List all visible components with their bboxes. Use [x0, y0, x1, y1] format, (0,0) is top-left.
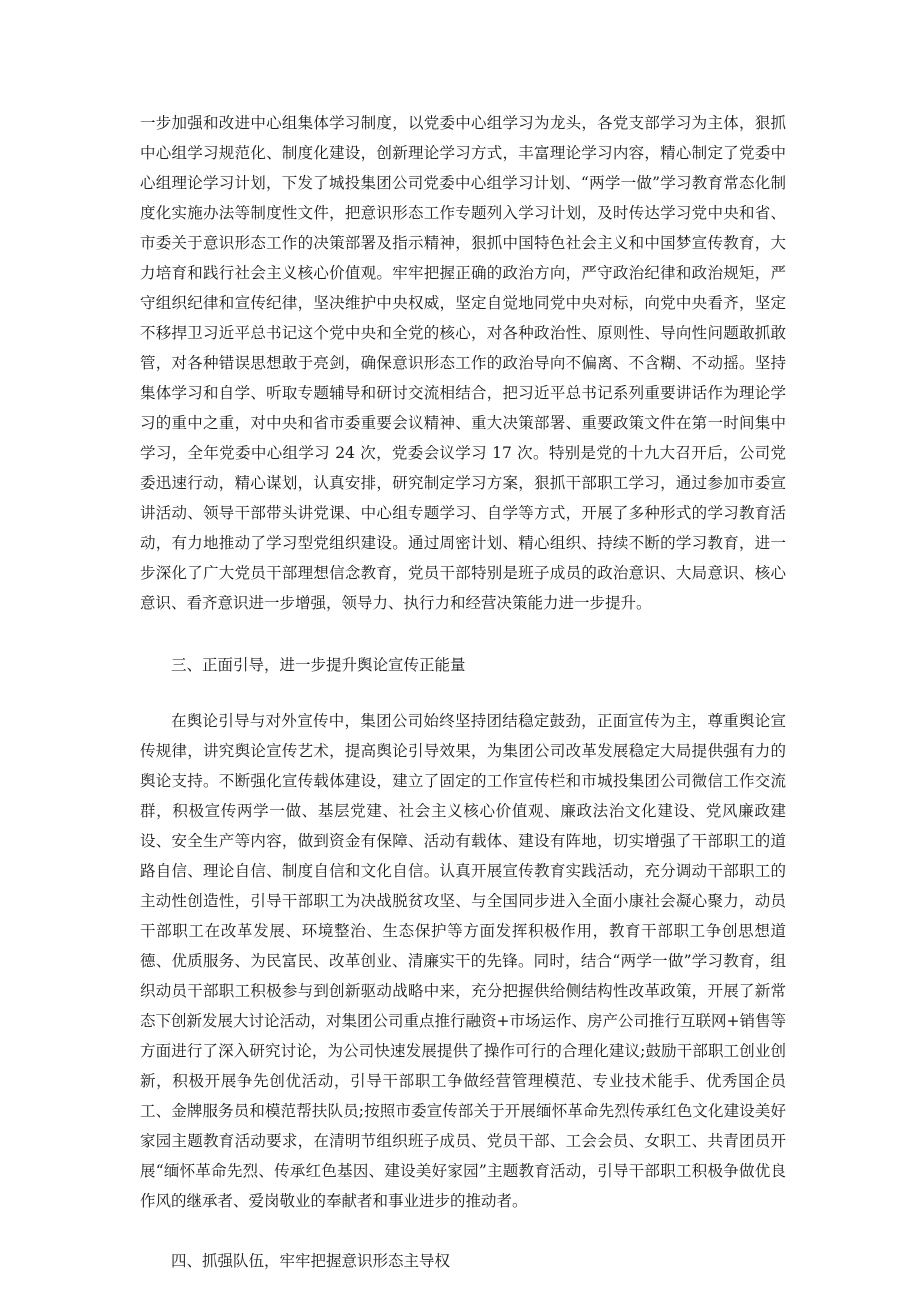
body-paragraph-1: 一步加强和改进中心组集体学习制度，以党委中心组学习为龙头，各党支部学习为主体，狠抓中心组学习规范化、制度化建设，创新理论学习方式，丰富理论学习内容，精心制定了党委中心组理论学习计划，下发了城投集团公司党委中心组学习计划、“两学一做”学习教育常态化制度化实施办法等制度性文件，把意识形态工作专题列入学习计划，及时传达学习党中央和省、市委关于意识形态工作的决策部署及指示精神，狠抓中国特色社会主义和中国梦宣传教育，大力培育和践行社会主义核心价值观。牢牢把握正确的政治方向，严守政治纪律和政治规矩，严守组织纪律和宣传纪律，坚决维护中央权威，坚定自觉地同党中央对标，向党中央看齐，坚定不移捍卫习近平总书记这个党中央和全党的核心，对各种政治性、原则性、导向性问题敢抓敢管，对各种错误思想敢于亮剑，确保意识形态工作的政治导向不偏离、不含糊、不动摇。坚持集体学习和自学、听取专题辅导和研讨交流相结合，把习近平总书记系列重要讲话作为理论学习的重中之重，对中央和省市委重要会议精神、重大决策部署、重要政策文件在第一时间集中学习，全年党委中心组学习 24 次，党委会议学习 17 次。特别是党的十九大召开后，公司党委迅速行动，精心谋划，认真安排，研究制定学习方案，狠抓干部职工学习，通过参加市委宣讲活动、领导干部带头讲党课、中心组专题学习、自学等方式，开展了多种形式的学习教育活动，有力地推动了学习型党组织建设。通过周密计划、精心组织、持续不断的学习教育，进一步深化了广大党员干部理想信念教育，党员干部特别是班子成员的政治意识、大局意识、核心意识、看齐意识进一步增强，领导力、执行力和经营决策能力进一步提升。	[140, 114, 786, 612]
section-heading-4: 四、抓强队伍，牢牢把握意识形态主导权	[171, 1252, 451, 1270]
section-heading-3: 三、正面引导，进一步提升舆论宣传正能量	[171, 656, 466, 674]
body-paragraph-2: 在舆论引导与对外宣传中，集团公司始终坚持团结稳定鼓劲，正面宣传为主，尊重舆论宣传规律，讲究舆论宣传艺术，提高舆论引导效果，为集团公司改革发展稳定大局提供强有力的舆论支持。不断强化宣传载体建设，建立了固定的工作宣传栏和市城投集团公司微信工作交流群，积极宣传两学一做、基层党建、社会主义核心价值观、廉政法治文化建设、党风廉政建设、安全生产等内容，做到资金有保障、活动有载体、建设有阵地，切实增强了干部职工的道路自信、理论自信、制度自信和文化自信。认真开展宣传教育实践活动，充分调动干部职工的主动性创造性，引导干部职工为决战脱贫攻坚、与全国同步进入全面小康社会凝心聚力，动员干部职工在改革发展、环境整治、生态保护等方面发挥积极作用，教育干部职工争创思想道德、优质服务、为民富民、改革创业、清廉实干的先锋。同时，结合“两学一做”学习教育，组织动员干部职工积极参与到创新驱动战略中来，充分把握供给侧结构性改革政策，开展了新常态下创新发展大讨论活动，对集团公司重点推行融资+市场运作、房产公司推行互联网+销售等方面进行了深入研究讨论，为公司快速发展提供了操作可行的合理化建议;鼓励干部职工创业创新，积极开展争先创优活动，引导干部职工争做经营管理模范、专业技术能手、优秀国企员工、金牌服务员和模范帮扶队员;按照市委宣传部关于开展缅怀革命先烈传承红色文化建设美好家园主题教育活动要求，在清明节组织班子成员、党员干部、工会会员、女职工、共青团员开展“缅怀革命先烈、传承红色基因、建设美好家园”主题教育活动，引导干部职工积极争做优良作风的继承者、爱岗敬业的奉献者和事业进步的推动者。	[140, 712, 786, 1210]
document-body	[140, 108, 786, 1276]
